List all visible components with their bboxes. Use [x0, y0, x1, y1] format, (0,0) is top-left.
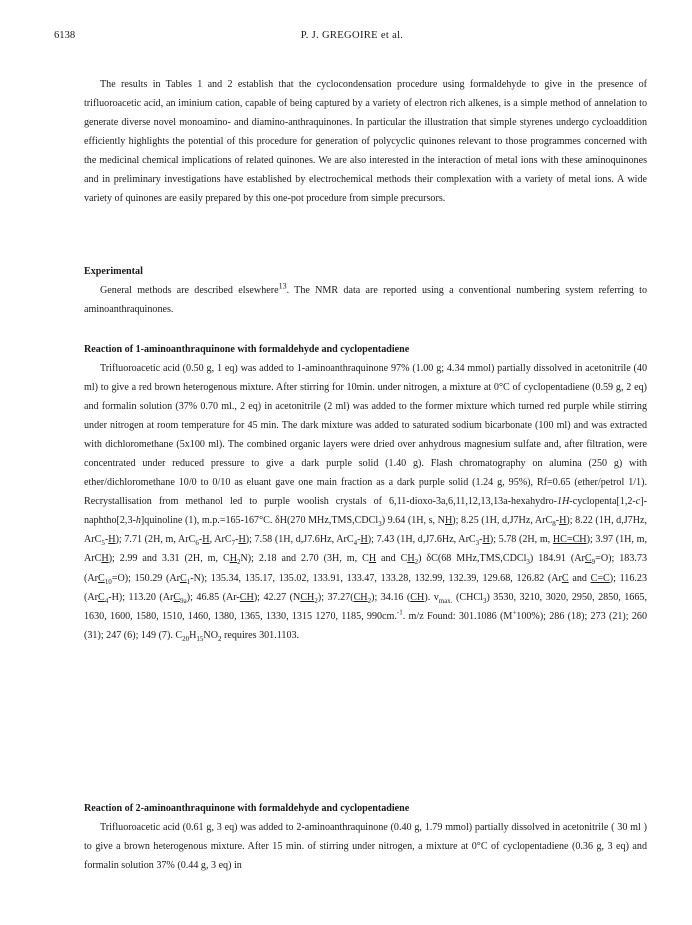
reaction2-paragraph: Trifluoroacetic acid (0.61 g, 3 eq) was added to 2-aminoanthraquinone (0.40 g, 1.79 mmol) partially dissolved in acetonitrile ( 30 ml ) to give a brown heterogenous mixture. After 15 min. of stirring under nitrogen, a mixture at 0°C of cyclopentadiene (0.36 g, 3 eq) and formalin solution 37% (0.44 g, 3 eq) in: [84, 822, 647, 872]
experimental-heading: Experimental: [84, 266, 143, 277]
r1-underlined: C: [584, 553, 592, 565]
r1-text: ); 8.22 (1H, d,J7Hz, ArC: [84, 515, 647, 546]
r1-underlined: C=C: [590, 572, 610, 584]
r1-text: . m/z Found: 301.1086 (M: [402, 610, 513, 622]
r1-underlined: C: [561, 572, 569, 584]
r1-underlined: C: [98, 591, 105, 603]
r1-text: (CHCl: [452, 591, 483, 603]
r1-underlined: C: [180, 572, 187, 584]
r1-text: ) 3530, 3210, 3020, 2950, 2850, 1665, 1630, 1600, 1580, 1510, 1460, 1380, 1365, 1330, 1315 1270, 1185, 990cm.: [84, 591, 647, 622]
r1-sub: 4: [104, 596, 109, 605]
r1-underlined: H: [444, 515, 453, 527]
r1-sub: 3: [378, 520, 382, 529]
r1-sub: 2: [237, 558, 241, 567]
r1-text: -H); 113.20 (Ar: [108, 591, 174, 603]
r1-underlined: H: [229, 553, 238, 565]
r1-underlined: H: [407, 553, 415, 565]
r1-underlined: CH: [300, 591, 315, 603]
r1-sub: 7: [231, 539, 236, 548]
r1-text: ]-naphtho[2,3-: [84, 496, 647, 527]
r1-sub: 6: [195, 539, 199, 548]
r1-underlined: H: [559, 515, 567, 527]
r1-underlined: C: [173, 591, 181, 603]
r1-text: -: [479, 534, 483, 546]
r1-text: -: [235, 534, 239, 546]
r1-underlined: CH: [353, 591, 368, 603]
reaction1-heading: Reaction of 1-aminoanthraquinone with formaldehyde and cyclopentadiene: [84, 344, 410, 355]
r1-text: ); 2.99 and 3.31 (2H, m, C: [108, 553, 230, 565]
r1-text: ) 184.91 (Ar: [529, 553, 585, 565]
r1-sub: 5: [101, 539, 105, 548]
running-header: [54, 30, 650, 46]
r1-text: =O); 150.29 (Ar: [111, 572, 181, 584]
reaction2-heading: Reaction of 2-aminoanthraquinone with formaldehyde and cyclopentadiene: [84, 803, 410, 814]
r1-text: ); 8.25 (1H, d,J7Hz, ArC: [452, 515, 553, 527]
r1-text: ) 9.64 (1H, s, N: [381, 515, 445, 527]
r1-text: ); 116.23 (Ar: [84, 572, 648, 603]
experimental-text: General methods are described elsewhere: [100, 285, 279, 296]
r1-text: ) δC(68 MHz,TMS,CDCl: [418, 553, 527, 565]
r1-text: , ArC: [209, 534, 232, 546]
r1-text: NO: [203, 629, 219, 641]
r1-text: -N); 135.34, 135.17, 135.02, 133.91, 133.47, 133.28, 132.99, 132.39, 129.68, 126.82 (Ar: [190, 572, 562, 584]
r1-sub: 9a: [180, 596, 187, 605]
r1-sup: +: [512, 608, 517, 617]
r1-text: -: [357, 534, 361, 546]
r1-underlined: H: [202, 534, 210, 546]
experimental-paragraph: [84, 281, 647, 319]
r1-text: H: [189, 629, 197, 641]
r1-sub: 2: [414, 558, 419, 567]
r1-sub: 9: [591, 558, 596, 567]
r1-text: ); 37.27(: [317, 591, 354, 603]
r1-sub: 3: [475, 539, 480, 548]
r1-underlined: HC=CH: [552, 534, 587, 546]
r1-text: N); 2.18 and 2.70 (3H, m, C: [240, 553, 369, 565]
r1-sub: 2: [218, 634, 222, 643]
r1-underlined: CH: [410, 591, 425, 603]
r1-italic: h: [135, 515, 141, 527]
r1-text: ]quinoline (1), m.p.=165-167°C. δH(270 MHz,TMS,CDCl: [140, 515, 379, 527]
r1-text: ); 5.78 (2H, m,: [489, 534, 553, 546]
r1-text: 100%); 286 (18); 273 (21); 260 (31); 247 (6); 149 (7). C: [84, 610, 648, 641]
r1-text: -: [555, 515, 560, 527]
r1-sub: max.: [438, 596, 453, 605]
r1-text: =O); 183.73 (Ar: [84, 553, 647, 584]
r1-sub: 10: [104, 577, 112, 586]
r1-underlined: H: [482, 534, 490, 546]
r1-underlined: CH: [239, 591, 254, 603]
experimental-text-end: . The NMR data are reported using a conventional numbering system referring to aminoanthraquinones.: [84, 285, 647, 316]
r1-sub: 15: [196, 634, 204, 643]
r1-text: and: [568, 572, 591, 584]
r1-underlined: H: [101, 553, 109, 565]
r1-text: ); 3.97 (1H, m, ArC: [84, 534, 647, 565]
page-number: 6138: [54, 30, 76, 41]
r1-text: ); 42.27 (N: [253, 591, 301, 603]
r1-sub: 3: [526, 558, 530, 567]
r1-text: -cyclopenta[1,2-: [569, 496, 636, 508]
reference-number: 13: [278, 281, 287, 291]
r1-sup: -1: [396, 608, 403, 617]
r1-text: ). v: [424, 591, 439, 603]
r1-sub: 2: [314, 596, 318, 605]
r1-text: ); 7.58 (1H, d,J7.6Hz, ArC: [245, 534, 354, 546]
r1-underlined: H: [238, 534, 246, 546]
r1-text: -: [198, 534, 203, 546]
r1-sub: 1: [186, 577, 191, 586]
r1-sub: 3: [482, 596, 487, 605]
r1-text: requires 301.1103.: [221, 629, 300, 641]
r1-underlined: H: [368, 553, 377, 565]
r1-underlined: H: [108, 534, 116, 546]
running-authors: P. J. GREGOIRE et al.: [300, 30, 404, 41]
r1-text: and C: [376, 553, 408, 565]
r1-sub: 4: [353, 539, 358, 548]
r1-sub: 2: [367, 596, 372, 605]
r1-underlined: H: [360, 534, 368, 546]
r1-text: ); 7.43 (1H, d,J7.6Hz, ArC: [367, 534, 476, 546]
r1-underlined: C: [98, 572, 105, 584]
reaction1-paragraph: [84, 359, 647, 645]
r1-text: ); 46.85 (Ar-: [186, 591, 240, 603]
r1-sub: 20: [182, 634, 190, 643]
r1-italic: 1H: [557, 496, 570, 508]
r1-text: Trifluoroacetic acid (0.50 g, 1 eq) was added to 1-aminoanthraquinone 97% (1.00 g; 4.34 mmol) partially dissolved in acetonitrile (40 ml) to give a red brown heterogenous mixture. After stirring for 10min. under nitrogen, a mixture at 0°C of cyclopentadiene (0.59 g, 2 eq) and formalin solution (37% 0.70 ml., 2 eq) in acetonitrile (2 ml) was added to the former mixture which turned red purple while stirring under nitrogen at room temperature for 45 min. The dark mixture was added to saturated sodium bicarbonate (100 ml) and was extracted with dichloromethane (5x100 ml). The combined organic layers were dried over anhydrous magnesium sulfate and, after filtration, were concentrated under reduced pressure to give a dark purple solid (1.40 g). Flash chromatography on alumina (250 g) with ether/dichloromethane 10/0 to 0/10 as eluant gave one main fraction as a dark purple solid (1.24 g, 95%), Rf=0.65 (ether/petrol 1/1). Recrystallisation from methanol led to purple woolish crystals of 6,11-dioxo-3a,6,11,12,13,13a-hexahydro-: [84, 363, 647, 508]
r1-text: ); 34.16 (: [371, 591, 411, 603]
intro-paragraph: The results in Tables 1 and 2 establish that the cyclocondensation procedure using formaldehyde to give in the presence of trifluoroacetic acid, an iminium cation, capable of being captured by a variety of electron rich alkenes, is a simple method of annelation to generate diverse novel monoamino- and diamino-anthraquinones. In particular the illustration that simple styrenes undergo cycloaddition efficiently highlights the potential of this procedure for generation of polycyclic quinones relevant to those programmes concerned with the medicinal chemical implications of related quinones. We are also interested in the interaction of metal ions with these aminoquinones and in preliminary investigations have established by electrochemical methods their complexation with a variety of metal ions. A wide variety of quinones are easily prepared by this one-pot procedure from simple precursors.: [84, 79, 647, 205]
r1-text: -: [104, 534, 109, 546]
r1-sub: 8: [552, 520, 556, 529]
r1-italic: c: [635, 496, 641, 508]
r1-text: ); 7.71 (2H, m, ArC: [115, 534, 196, 546]
